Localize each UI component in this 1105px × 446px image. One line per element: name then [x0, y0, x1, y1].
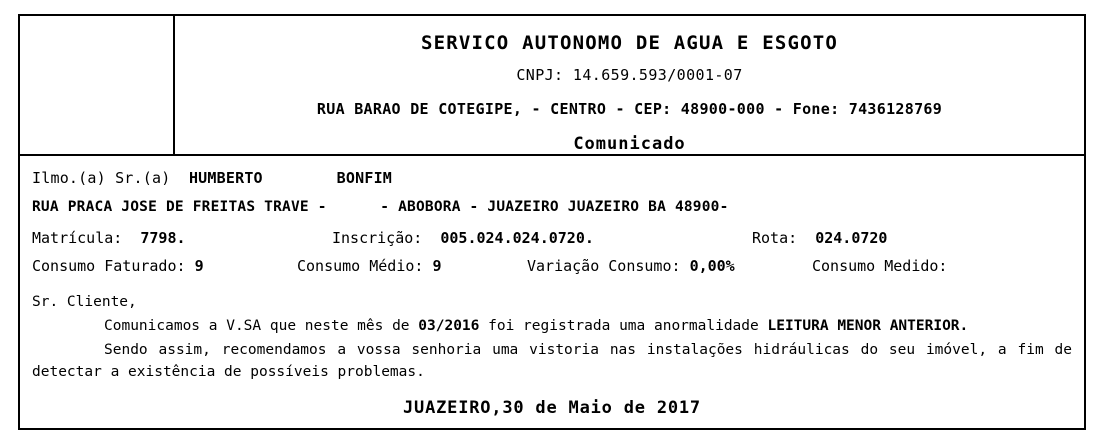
matricula-field — [32, 228, 332, 249]
addressee-line — [32, 168, 1072, 189]
variacao-consumo-field — [527, 256, 812, 277]
document-header — [20, 16, 1084, 156]
consumo-medio-value: 9 — [432, 257, 442, 275]
letter-p1-part-a: Comunicamos a V.SA que neste mês de — [104, 318, 419, 334]
inscricao-field — [332, 228, 752, 249]
document-type-title: Comunicado — [573, 134, 686, 154]
field-row-identification — [32, 228, 1072, 249]
letter-greeting: Sr. Cliente, — [32, 294, 137, 310]
letter-body — [32, 291, 1072, 419]
variacao-value: 0,00% — [689, 257, 735, 275]
organization-cnpj: CNPJ: 14.659.593/0001-07 — [516, 66, 743, 84]
letter-paragraph-2: Sendo assim, recomendamos a vossa senhoria uma vistoria nas instalações hidráulicas do seu imóvel, a fim de detectar a existência de possíveis problemas. — [32, 342, 1072, 380]
consumo-medio-field — [297, 256, 527, 277]
organization-name: SERVICO AUTONOMO DE AGUA E ESGOTO — [420, 32, 839, 54]
addressee-salutation: Ilmo.(a) Sr.(a) — [32, 169, 171, 187]
comunicado-document — [18, 14, 1086, 430]
variacao-label: Variação Consumo: — [527, 257, 681, 275]
letter-closing-location-date: JUAZEIRO,30 de Maio de 2017 — [403, 398, 701, 418]
consumo-faturado-value: 9 — [194, 257, 204, 275]
document-body — [20, 156, 1084, 419]
rota-label: Rota: — [752, 229, 798, 247]
rota-field — [752, 228, 1072, 249]
rota-value: 024.0720 — [815, 229, 888, 247]
anomaly-type: LEITURA MENOR ANTERIOR. — [767, 318, 969, 334]
field-row-consumption — [32, 256, 1072, 277]
addressee-name: HUMBERTO — [188, 169, 263, 187]
organization-address: RUA BARAO DE COTEGIPE, - CENTRO - CEP: 48900-000 - Fone: 7436128769 — [316, 100, 943, 118]
logo-box — [20, 16, 175, 154]
inscricao-value: 005.024.024.0720. — [440, 229, 594, 247]
consumo-medido-label: Consumo Medido: — [812, 257, 948, 275]
header-text-block — [175, 16, 1084, 154]
consumo-faturado-field — [32, 256, 297, 277]
letter-p1-part-b: foi registrada uma anormalidade — [479, 318, 768, 334]
letter-paragraph-1 — [32, 315, 1072, 337]
matricula-value: 7798. — [140, 229, 186, 247]
consumo-faturado-label: Consumo Faturado: — [32, 257, 186, 275]
matricula-label: Matrícula: — [32, 229, 123, 247]
consumo-medido-field — [812, 256, 1072, 277]
addressee-surname: BONFIM — [336, 169, 393, 187]
reference-month: 03/2016 — [418, 318, 480, 334]
inscricao-label: Inscrição: — [332, 229, 423, 247]
consumo-medio-label: Consumo Médio: — [297, 257, 424, 275]
addressee-address: RUA PRACA JOSE DE FREITAS TRAVE - - ABOBORA - JUAZEIRO JUAZEIRO BA 48900- — [32, 199, 729, 215]
account-fields — [32, 228, 1072, 277]
